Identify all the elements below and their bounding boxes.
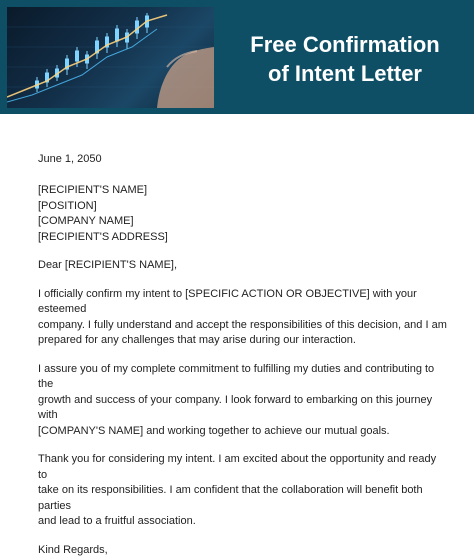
paragraph-3-line-3: and lead to a fruitful association. — [38, 514, 448, 530]
stock-chart-photo — [7, 7, 214, 108]
recipient-address: [RECIPIENT'S ADDRESS] — [38, 230, 448, 246]
title-line-2: of Intent Letter — [222, 59, 468, 88]
paragraph-2-line-1: I assure you of my complete commitment to fulfilling my duties and contributing to the — [38, 362, 448, 393]
title-line-1: Free Confirmation — [222, 30, 468, 59]
letter-body — [38, 152, 448, 558]
paragraph-3-line-2: take on its responsibilities. I am confident that the collaboration will benefit both parties — [38, 483, 448, 514]
paragraph-1-line-1: I officially confirm my intent to [SPECIFIC ACTION OR OBJECTIVE] with your esteemed — [38, 287, 448, 318]
recipient-position: [POSITION] — [38, 199, 448, 215]
recipient-company: [COMPANY NAME] — [38, 214, 448, 230]
header-banner — [0, 0, 474, 114]
page-title — [222, 30, 468, 88]
paragraph-2-line-3: [COMPANY'S NAME] and working together to achieve our mutual goals. — [38, 424, 448, 440]
paragraph-2-line-2: growth and success of your company. I look forward to embarking on this journey with — [38, 393, 448, 424]
letter-date: June 1, 2050 — [38, 152, 448, 168]
paragraph-1-line-2: company. I fully understand and accept the responsibilities of this decision, and I am — [38, 318, 448, 334]
paragraph-3-line-1: Thank you for considering my intent. I am excited about the opportunity and ready to — [38, 452, 448, 483]
salutation: Dear [RECIPIENT'S NAME], — [38, 258, 448, 274]
recipient-name: [RECIPIENT'S NAME] — [38, 183, 448, 199]
closing: Kind Regards, — [38, 543, 448, 558]
paragraph-1-line-3: prepared for any challenges that may arise during our interaction. — [38, 333, 448, 349]
